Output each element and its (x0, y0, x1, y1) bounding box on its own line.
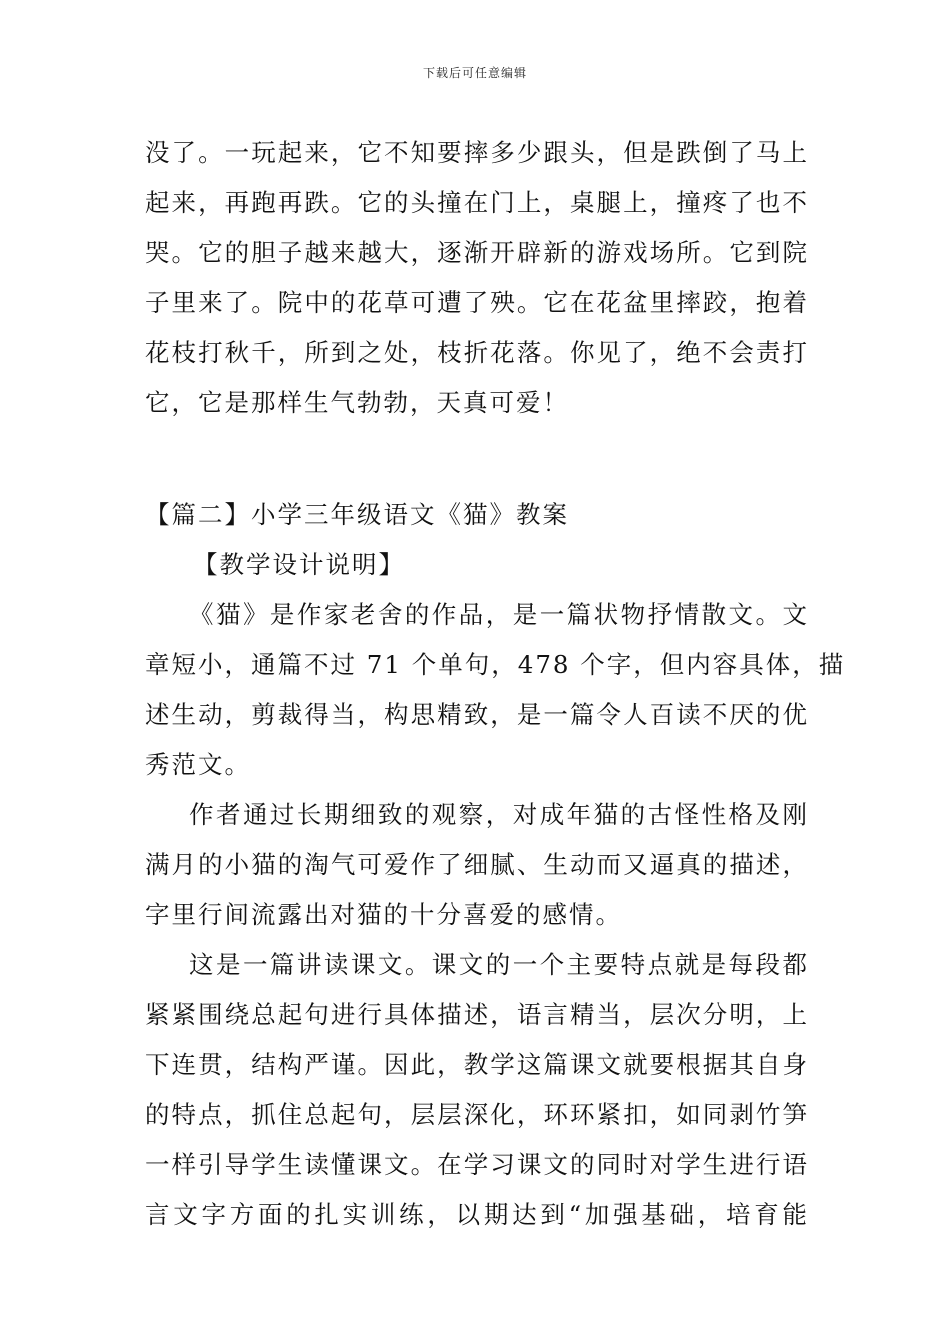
text-line: 字里行间流露出对猫的十分喜爱的感情。 (145, 900, 622, 929)
text-line: 下连贯，结构严谨。因此，教学这篇课文就要根据其自身 (145, 1050, 809, 1079)
paragraph-3 (145, 790, 809, 940)
section-gap (145, 428, 809, 490)
text-line: 秀范文。 (145, 750, 251, 779)
text-line: 没了。一玩起来，它不知要摔多少跟头，但是跌倒了马上 (145, 138, 809, 167)
text-line: 满月的小猫的淘气可爱作了细腻、生动而又逼真的描述， (145, 850, 809, 879)
text-line: 紧紧围绕总起句进行具体描述，语言精当，层次分明，上 (145, 1000, 809, 1029)
document-body (145, 128, 846, 1240)
text-line: 起来，再跑再跌。它的头撞在门上，桌腿上，撞疼了也不 (145, 188, 809, 217)
text-line: 《猫》是作家老舍的作品，是一篇状物抒情散文。文 (189, 600, 809, 629)
paragraph-4 (145, 940, 809, 1240)
text-line: 这是一篇讲读课文。课文的一个主要特点就是每段都 (189, 950, 809, 979)
page-header: 下载后可任意编辑 (422, 66, 527, 80)
text-line: 哭。它的胆子越来越大，逐渐开辟新的游戏场所。它到院 (145, 238, 809, 267)
subsection-title: 【教学设计说明】 (193, 550, 405, 579)
text-line: 花枝打秋千，所到之处，枝折花落。你见了，绝不会责打 (145, 338, 809, 367)
text-line: 章短小，通篇不过 71 个单句，478 个字，但内容具体，描 (145, 650, 846, 679)
text-line: 它，它是那样生气勃勃，天真可爱！ (145, 388, 569, 417)
text-line: 子里来了。院中的花草可遭了殃。它在花盆里摔跤，抱着 (145, 288, 809, 317)
paragraph-1 (145, 128, 809, 428)
text-line: 一样引导学生读懂课文。在学习课文的同时对学生进行语 (145, 1150, 809, 1179)
text-line: 述生动，剪裁得当，构思精致，是一篇令人百读不厌的优 (145, 700, 809, 729)
text-line: 的特点，抓住总起句，层层深化，环环紧扣，如同剥竹笋 (145, 1100, 809, 1129)
text-line: 作者通过长期细致的观察，对成年猫的古怪性格及刚 (189, 800, 809, 829)
text-line: 言文字方面的扎实训练，以期达到“加强基础，培育能 (145, 1200, 809, 1229)
section-title: 【篇二】小学三年级语文《猫》教案 (145, 500, 569, 529)
paragraph-2 (145, 590, 846, 790)
